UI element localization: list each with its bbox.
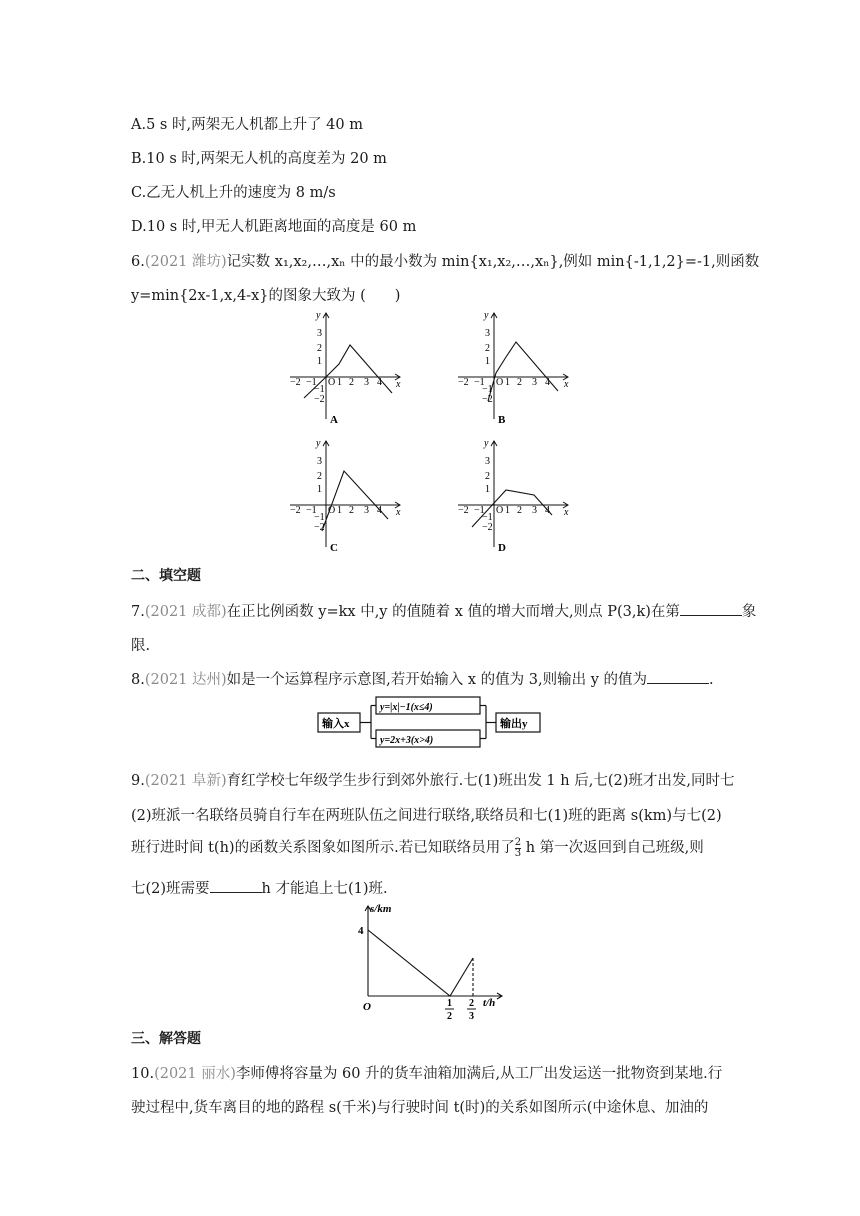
q7-line2: 限. [131, 638, 151, 654]
svg-text:O: O [328, 377, 336, 388]
svg-text:2: 2 [485, 343, 490, 354]
svg-text:1: 1 [337, 505, 342, 516]
svg-text:O: O [496, 505, 504, 516]
section-solution-heading: 三、解答题 [131, 1031, 201, 1047]
x-axis-label: x [396, 379, 401, 390]
q10-line2: 驶过程中,货车离目的地的路程 s(千米)与行驶时间 t(时)的关系如图所示(中途休息、加油的 [131, 1100, 709, 1116]
q9-line3-b: h 第一次返回到自己班级,则 [525, 840, 704, 856]
graph-c-label: C [330, 542, 338, 554]
q9-fraction: $\frac{2}{3}$ [514, 836, 522, 859]
flow-output: 输出y [500, 718, 528, 730]
q9-source: (2021 阜新) [144, 773, 227, 789]
graph-c-curve [322, 471, 388, 531]
graph-d-label: D [498, 542, 506, 554]
svg-text:4: 4 [377, 377, 382, 388]
q8-flowchart [316, 693, 546, 751]
svg-text:3: 3 [532, 505, 537, 516]
q9-line4 [131, 877, 388, 898]
svg-text:−1: −1 [314, 512, 325, 523]
q9-line [368, 930, 473, 996]
q7-line1 [131, 600, 756, 621]
svg-text:2: 2 [317, 343, 322, 354]
svg-text:y: y [484, 438, 489, 449]
svg-text:3: 3 [364, 377, 369, 388]
q8-line1 [131, 668, 714, 689]
svg-text:3: 3 [485, 456, 490, 467]
q9-x-tick1-num: 1 [447, 998, 452, 1009]
q6-source: (2021 潍坊) [144, 254, 227, 270]
svg-text:2: 2 [517, 377, 522, 388]
q9-line1 [131, 769, 734, 790]
svg-text:−2: −2 [458, 377, 469, 388]
q9-y-tick: 4 [358, 925, 364, 937]
graph-a [280, 307, 410, 427]
svg-text:3: 3 [485, 328, 490, 339]
svg-text:−1: −1 [306, 505, 317, 516]
y-axis-label: y [316, 310, 321, 321]
graph-b-label: B [498, 414, 506, 426]
svg-text:3: 3 [364, 505, 369, 516]
q10-text: 李师傅将容量为 60 升的货车油箱加满后,从工厂出发运送一批物资到某地.行 [235, 1066, 723, 1082]
q8-number: 8. [131, 672, 145, 688]
q9-line3 [131, 836, 704, 859]
q9-y-axis-label: s/km [370, 903, 392, 915]
svg-text:2: 2 [485, 471, 490, 482]
option-b: B.10 s 时,两架无人机的高度差为 20 m [131, 151, 387, 167]
svg-text:1: 1 [485, 484, 490, 495]
option-a: A.5 s 时,两架无人机都上升了 40 m [131, 117, 363, 133]
svg-text:2: 2 [349, 505, 354, 516]
graph-a-axes [290, 313, 400, 419]
graph-a-label: A [330, 414, 338, 426]
graph-b-curve [488, 342, 558, 401]
svg-text:−2: −2 [482, 522, 493, 533]
q9-x-tick1-den: 2 [447, 1011, 452, 1020]
svg-text:2: 2 [317, 471, 322, 482]
q9-line4-a: 七(2)班需要 [131, 881, 210, 897]
svg-text:O: O [328, 505, 336, 516]
q8-source: (2021 达州) [144, 672, 227, 688]
q6-line1 [131, 250, 759, 271]
svg-text:−1: −1 [474, 505, 485, 516]
svg-text:−2: −2 [290, 377, 301, 388]
svg-text:4: 4 [377, 505, 382, 516]
svg-text:1: 1 [337, 377, 342, 388]
svg-text:4: 4 [545, 377, 550, 388]
q9-x-tick2-den: 3 [469, 1011, 474, 1020]
svg-text:1: 1 [317, 484, 322, 495]
q9-answer-blank[interactable] [210, 880, 262, 893]
q9-x-tick2-num: 2 [469, 998, 474, 1009]
q6-text: 记实数 x₁,x₂,…,xₙ 中的最小数为 min{x₁,x₂,…,xₙ},例如 min{-1,1,2}=-1,则函数 [226, 254, 760, 270]
q7-text-after: 象 [741, 604, 757, 620]
svg-text:x: x [564, 379, 569, 390]
svg-text:−1: −1 [306, 377, 317, 388]
q9-number: 9. [131, 773, 145, 789]
q6-line2: y=min{2x-1,x,4-x}的图象大致为 ( ) [131, 288, 401, 304]
svg-text:−1: −1 [482, 512, 493, 523]
flow-branch1: y=|x|−1(x≤4) [380, 702, 433, 713]
q10-number: 10. [131, 1066, 155, 1082]
svg-text:4: 4 [545, 505, 550, 516]
svg-text:y: y [316, 438, 321, 449]
q10-line1 [131, 1062, 722, 1083]
option-c: C.乙无人机上升的速度为 8 m/s [131, 185, 336, 201]
svg-text:−1: −1 [474, 377, 485, 388]
svg-text:−1: −1 [314, 384, 325, 395]
option-d: D.10 s 时,甲无人机距离地面的高度是 60 m [131, 219, 417, 235]
q7-text: 在正比例函数 y=kx 中,y 的值随着 x 值的增大而增大,则点 P(3,k)在第 [226, 604, 680, 620]
q7-source: (2021 成都) [144, 604, 227, 620]
q9-text: 育红学校七年级学生步行到郊外旅行.七(1)班出发 1 h 后,七(2)班才出发,同时七 [226, 773, 735, 789]
svg-text:1: 1 [317, 356, 322, 367]
svg-text:O: O [496, 377, 504, 388]
svg-text:−2: −2 [314, 522, 325, 533]
svg-text:3: 3 [317, 328, 322, 339]
svg-text:2: 2 [349, 377, 354, 388]
svg-text:−2: −2 [458, 505, 469, 516]
svg-text:3: 3 [532, 377, 537, 388]
flow-branch2: y=2x+3(x>4) [380, 735, 434, 746]
graph-c [280, 435, 410, 555]
q9-line2: (2)班派一名联络员骑自行车在两班队伍之间进行联络,联络员和七(1)班的距离 s(km)与七(2) [131, 808, 722, 824]
svg-text:−2: −2 [314, 394, 325, 405]
q10-source: (2021 丽水) [154, 1066, 236, 1082]
q8-answer-blank[interactable] [647, 671, 709, 684]
flow-input: 输入x [322, 718, 350, 730]
q9-line4-b: h 才能追上七(1)班. [261, 881, 388, 897]
svg-text:1: 1 [505, 377, 510, 388]
q9-graph [352, 900, 512, 1020]
svg-text:−2: −2 [290, 505, 301, 516]
section-fill-in-heading: 二、填空题 [131, 568, 201, 584]
q6-number: 6. [131, 254, 145, 270]
q8-text: 如是一个运算程序示意图,若开始输入 x 的值为 3,则输出 y 的值为 [226, 672, 648, 688]
svg-text:x: x [396, 507, 401, 518]
q9-line3-a: 班行进时间 t(h)的函数关系图象如图所示.若已知联络员用了 [131, 840, 515, 856]
q9-origin: O [363, 1001, 371, 1013]
q7-number: 7. [131, 604, 145, 620]
q7-answer-blank[interactable] [680, 603, 742, 616]
svg-text:−1: −1 [482, 384, 493, 395]
graph-d [448, 435, 578, 555]
svg-text:3: 3 [317, 456, 322, 467]
svg-text:2: 2 [517, 505, 522, 516]
svg-text:−2: −2 [482, 394, 493, 405]
svg-text:1: 1 [485, 356, 490, 367]
svg-text:x: x [564, 507, 569, 518]
svg-text:1: 1 [505, 505, 510, 516]
svg-text:y: y [484, 310, 489, 321]
q9-x-axis-label: t/h [483, 997, 496, 1009]
q8-end: . [709, 672, 714, 688]
graph-b [448, 307, 578, 427]
